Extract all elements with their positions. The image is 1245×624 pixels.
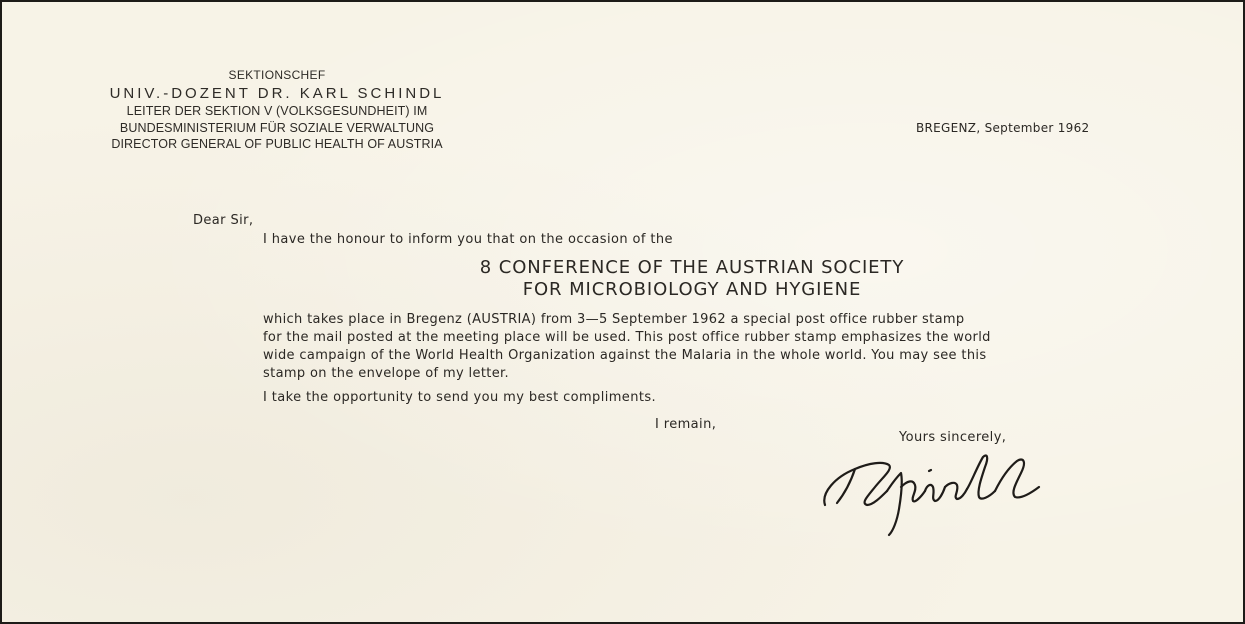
compliments-line: I take the opportunity to send you my best compliments. [263,390,657,405]
body-line: wide campaign of the World Health Organization against the Malaria in the whole world. You may see this [263,348,987,363]
intro-sentence: I have the honour to inform you that on the occasion of the [263,232,673,247]
body-line: for the mail posted at the meeting place will be used. This post office rubber stamp emphasizes the world [263,330,991,345]
letterhead [72,68,482,153]
handwritten-signature [817,447,1057,542]
letterhead-name: UNIV.-DOZENT DR. KARL SCHINDL [109,85,445,102]
letterhead-line-3: DIRECTOR GENERAL OF PUBLIC HEALTH OF AUSTRIA [111,137,443,151]
dateline-place: BREGENZ, [916,121,981,135]
dateline [916,121,1089,135]
remain-line: I remain, [655,417,717,432]
letterhead-title: SEKTIONSCHEF [228,68,326,82]
body-line: stamp on the envelope of my letter. [263,366,510,381]
body-line: which takes place in Bregenz (AUSTRIA) from 3—5 September 1962 a special post office rubber stamp [263,312,965,327]
conference-title [382,257,1002,301]
salutation: Dear Sir, [193,213,254,228]
body-paragraph [263,311,1123,383]
letterhead-line-1: LEITER DER SEKTION V (VOLKSGESUNDHEIT) IM [126,104,428,118]
conference-title-line-1: 8 CONFERENCE OF THE AUSTRIAN SOCIETY [479,257,905,278]
letterhead-line-2: BUNDESMINISTERIUM FÜR SOZIALE VERWALTUNG [119,120,435,135]
closing-line: Yours sincerely, [899,430,1007,445]
conference-title-line-2: FOR MICROBIOLOGY AND HYGIENE [522,279,862,300]
dateline-date: September 1962 [984,121,1090,135]
